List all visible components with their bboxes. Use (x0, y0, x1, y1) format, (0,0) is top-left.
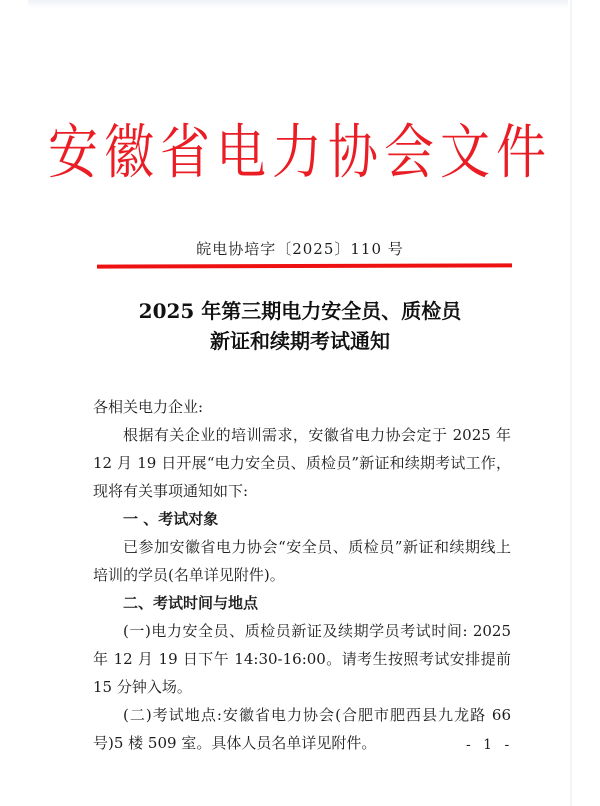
paragraph-exam-location: (二)考试地点:安徽省电力协会(合肥市肥西县九龙路 66 号)5 楼 509 室。具体人员名单详见附件。 (93, 706, 511, 752)
notice-title (0, 296, 600, 356)
title-line-1: 2025 年第三期电力安全员、质检员 (138, 299, 462, 323)
paragraph-exam-target: 已参加安徽省电力协会“安全员、质检员”新证和续期线上培训的学员(名单详见附件)。 (93, 538, 511, 584)
red-divider-rule (97, 263, 512, 268)
page-number: - 1 - (466, 737, 514, 753)
paragraph-exam-time: (一)电力安全员、质检员新证及续期学员考试时间: 2025 年 12 月 19 日下午 14:30-16:00。请考生按照考试安排提前 15 分钟入场。 (93, 622, 511, 696)
organization-header: 安徽省电力协会文件 (48, 118, 552, 187)
scan-top-edge (28, 0, 568, 8)
notice-body (93, 393, 514, 757)
intro-paragraph: 根据有关企业的培训需求，安徽省电力协会定于 2025 年 12 月 19 日开展“电力安全员、质检员”新证和续期考试工作，现将有关事项通知如下: (93, 426, 511, 500)
salutation: 各相关电力企业: (93, 398, 204, 416)
title-line-2: 新证和续期考试通知 (210, 329, 390, 353)
document-number: 皖电协培字〔2025〕110 号 (196, 240, 404, 258)
section-heading-time-location: 二、考试时间与地点 (123, 594, 259, 612)
section-heading-exam-target: 一 、考试对象 (123, 510, 219, 528)
